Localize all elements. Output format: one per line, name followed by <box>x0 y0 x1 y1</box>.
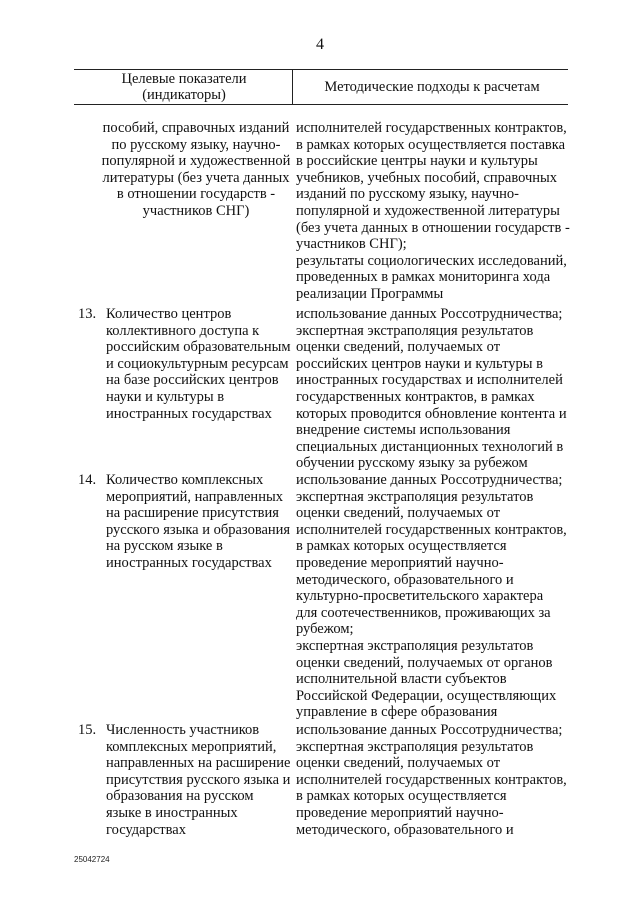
method-text: использование данных Россотрудничества; экспертная экстраполяция результатов оценки сведений, получаемых от исполнителей государственных контрактов, в рамках которых осуществляется проведение мероприятий научно- методического, образовательного и <box>296 722 567 838</box>
method-text: использование данных Россотрудничества; экспертная экстраполяция результатов оценки сведений, получаемых от российских центров науки и культуры в иностранных государствах и исполнителей государственных контрактов, в рамках которых проводится обновление контента и внедрение системы использования специальных дистанционных технологий в обучении русскому языку за рубежом <box>296 306 567 472</box>
indicator-text: пособий, справочных изданий по русскому языку, научно- популярной и художественной литературы (без учета данных в отношении государств - участников СНГ) <box>101 120 291 219</box>
method-text: использование данных Россотрудничества; экспертная экстраполяция результатов оценки сведений, получаемых от исполнителей государственных контрактов, в рамках которых осуществляется проведение мероприятий научно- методического, образовательного и культурно-просветительского характера для соотечественников, проживающих за рубежом; экспертная экстраполяция результатов оценки сведений, получаемых от органов исполнительной власти субъектов Российской Федерации, осуществляющих управление в сфере образования <box>296 472 567 721</box>
header-indicators: Целевые показатели (индикаторы) <box>121 71 247 103</box>
indicator-text: Количество центров коллективного доступа к российским образовательным и социокультурным ресурсам на базе российских центров науки и культуры в иностранных государствах <box>106 306 291 422</box>
header-methods: Методические подходы к расчетам <box>324 79 540 95</box>
indicator-text: Численность участников комплексных мероприятий, направленных на расширение присутствия русского языка и образования на русском языке в иностранных государствах <box>106 722 291 838</box>
page-number: 4 <box>316 36 324 53</box>
row-number: 14. <box>78 472 97 488</box>
row-number: 13. <box>78 306 97 322</box>
method-text: исполнителей государственных контрактов, в рамках которых осуществляется поставка в российские центры науки и культуры учебников, учебных пособий, справочных изданий по русскому языку, научно- популярной и художественной литературы (без учета данных в отношении государств - участников СНГ); результаты социологических исследований, проведенных в рамках мониторинга хода реализации Программы <box>296 120 570 302</box>
indicator-text: Количество комплексных мероприятий, направленных на расширение присутствия русского языка и образования на русском языке в иностранных государствах <box>106 472 291 571</box>
table-header-rule <box>74 104 568 105</box>
row-number: 15. <box>78 722 97 738</box>
document-code: 25042724 <box>74 855 110 864</box>
header-column-divider <box>292 69 293 104</box>
table-top-rule <box>74 69 568 70</box>
